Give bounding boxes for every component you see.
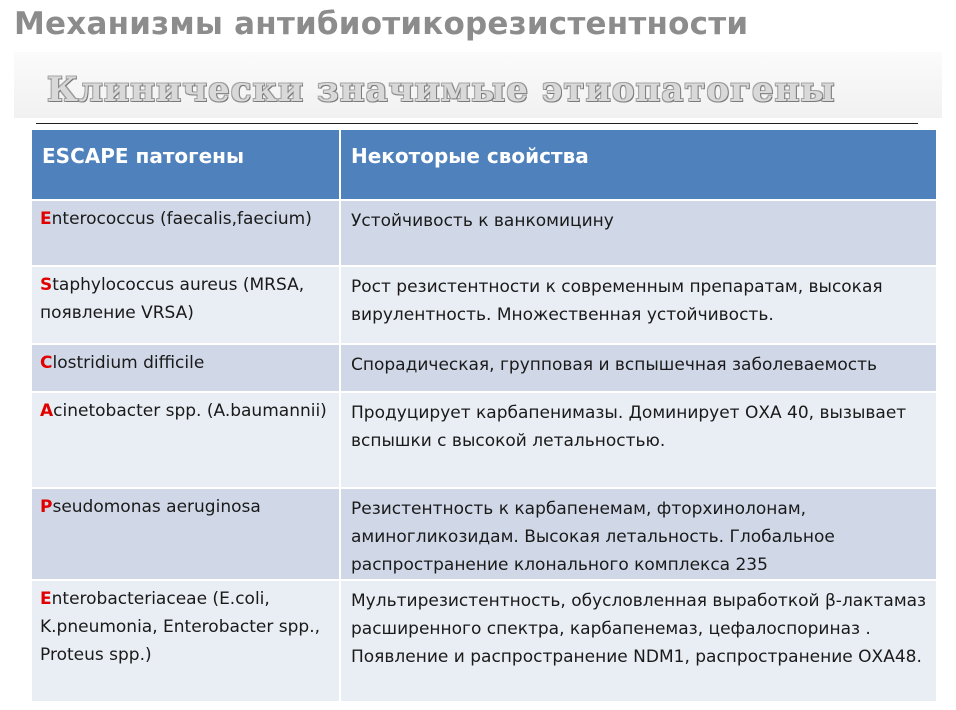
pathogen-cell	[31, 344, 340, 392]
pathogen-cell	[31, 580, 340, 702]
pathogen-name: nterobacteriaceae (E.coli, K.pneumonia, Enterobacter spp., Proteus spp.)	[40, 589, 321, 665]
header-properties: Некоторые свойства	[340, 129, 937, 200]
escape-letter: A	[40, 401, 54, 421]
escape-letter: S	[40, 275, 53, 295]
pathogen-cell	[31, 266, 340, 344]
pathogen-cell	[31, 392, 340, 488]
escape-letter: E	[40, 589, 52, 609]
escape-letter: P	[40, 497, 53, 517]
table-row	[31, 392, 937, 488]
table-row	[31, 580, 937, 702]
table-row	[31, 200, 937, 266]
escape-letter: C	[40, 353, 53, 373]
slide-title: Механизмы антибиотикорезистентности	[14, 6, 749, 42]
pathogen-name: cinetobacter spp. (A.baumannii)	[53, 401, 327, 421]
pathogen-name: nterococcus (faecalis,faecium)	[51, 209, 312, 229]
property-cell: Продуцирует карбапенимазы. Доминирует ОХА 40, вызывает вспышки с высокой летальностью.	[340, 392, 937, 488]
divider-line	[36, 123, 918, 124]
property-cell: Резистентность к карбапенемам, фторхинолонам, аминогликозидам. Высокая летальность. Глобальное распространение клонального комплекса 235	[340, 488, 937, 580]
pathogen-name: seudomonas aeruginosa	[52, 497, 261, 517]
table-row	[31, 266, 937, 344]
property-cell: Мультирезистентность, обусловленная выработкой β-лактамаз расширенного спектра, карбапенемаз, цефалоспориназ . Появление и распространение NDM1, распространение ОХА48.	[340, 580, 937, 702]
table-header-row	[31, 129, 937, 200]
header-pathogens: ESCAPE патогены	[31, 129, 340, 200]
escape-pathogens-table	[30, 128, 938, 703]
property-cell: Спорадическая, групповая и вспышечная заболеваемость	[340, 344, 937, 392]
table-row	[31, 344, 937, 392]
pathogen-name: taphylococcus aureus (MRSA, появление VRSA)	[40, 275, 305, 323]
escape-letter: E	[40, 209, 52, 229]
table-row	[31, 488, 937, 580]
pathogen-name: lostridium difficile	[52, 353, 205, 373]
pathogen-cell	[31, 200, 340, 266]
property-cell: Устойчивость к ванкомицину	[340, 200, 937, 266]
slide-subtitle: Клинически значимые этиопатогены	[47, 70, 836, 110]
pathogen-cell	[31, 488, 340, 580]
property-cell: Рост резистентности к современным препаратам, высокая вирулентность. Множественная устойчивость.	[340, 266, 937, 344]
